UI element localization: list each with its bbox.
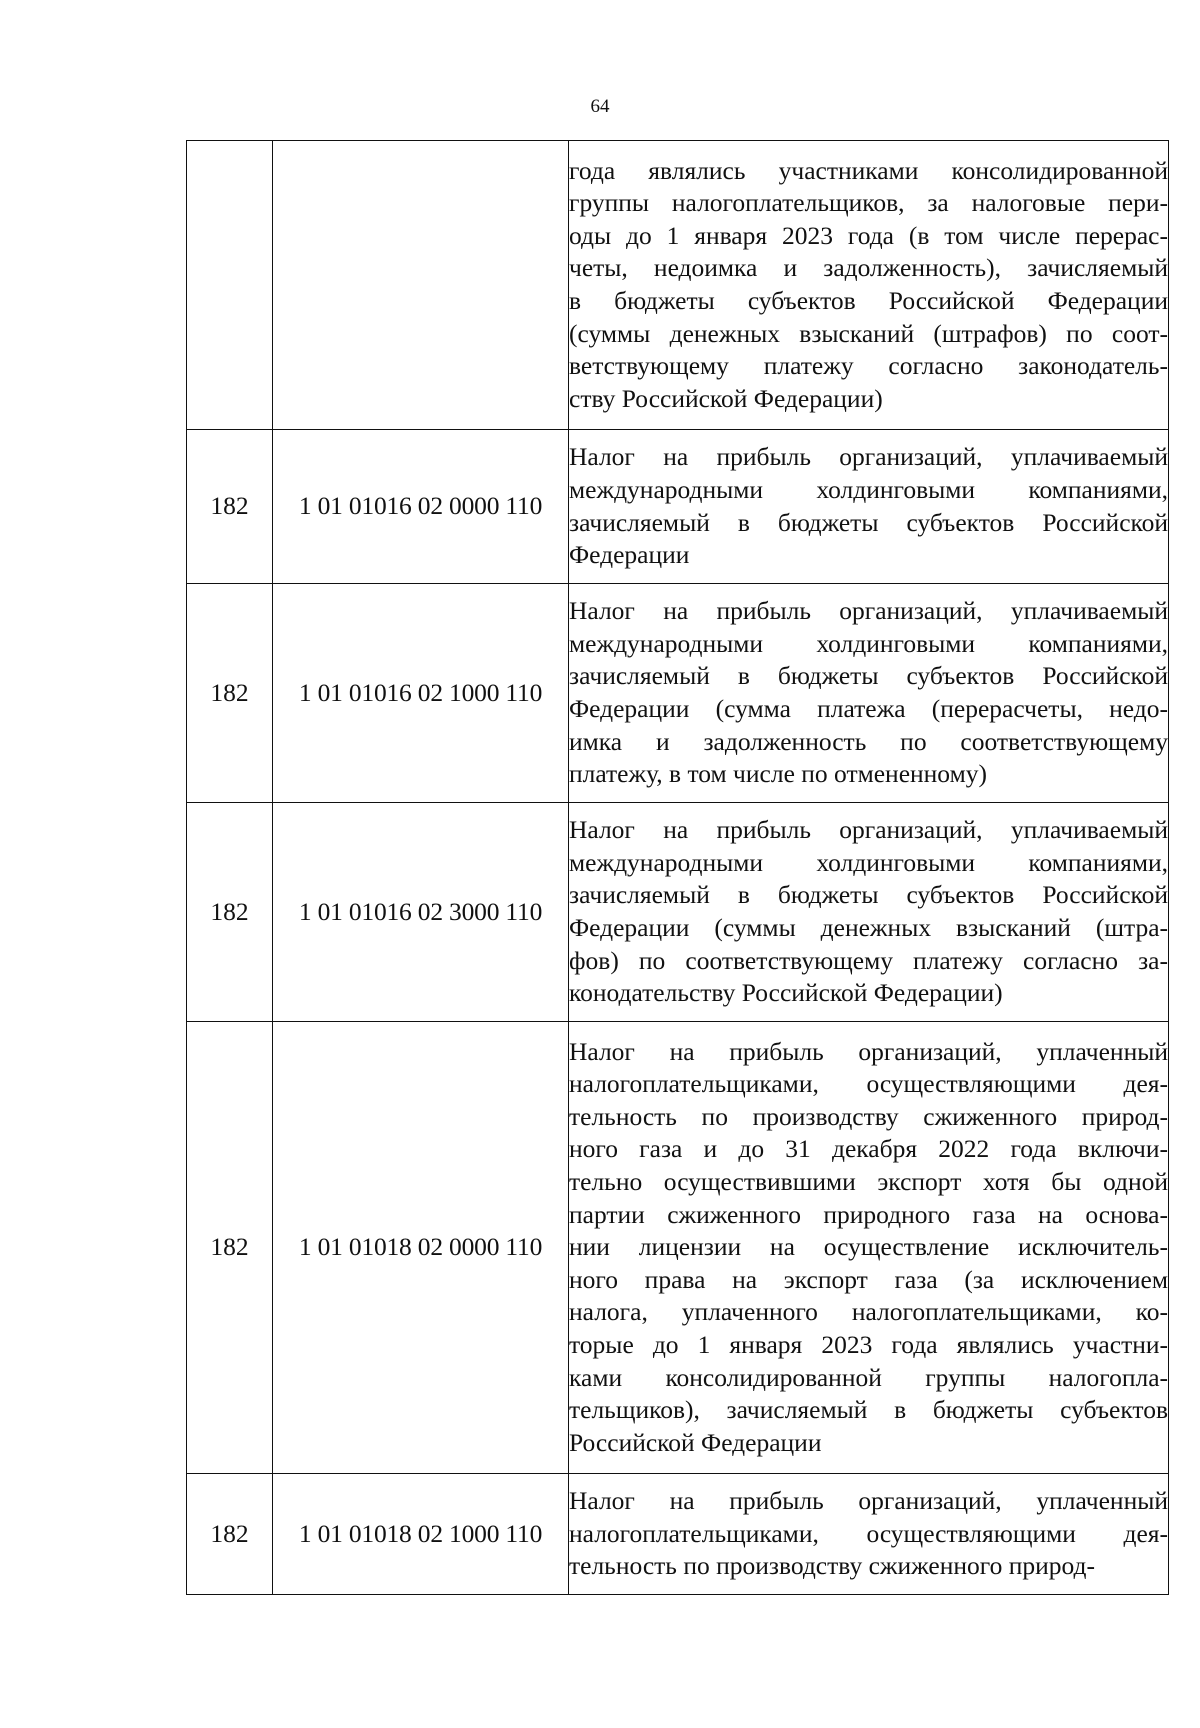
description-line: зачисляемый в бюджеты субъектов Российской [569, 507, 1168, 537]
description-line: Федерации (суммы денежных взысканий (штра- [569, 913, 1168, 942]
description-cell [569, 141, 1169, 430]
table-row [187, 141, 1169, 430]
description-line: Налог на прибыль организаций, уплачиваемый [569, 442, 1168, 472]
admin-code-cell: 182 [187, 803, 273, 1022]
table-row [187, 584, 1169, 803]
description-line: международными холдинговыми компаниями, [569, 474, 1168, 504]
description-line: налогоплательщиками, осуществляющими дея- [569, 1518, 1168, 1548]
description-line: зачисляемый в бюджеты субъектов Российской [569, 661, 1168, 691]
description-cell [569, 584, 1169, 803]
description-line: тельно осуществившими экспорт хотя бы одной [569, 1167, 1168, 1197]
description-line: зачисляемый в бюджеты субъектов Российской [569, 880, 1168, 910]
description-line: тельность по производству сжиженного природ- [569, 1101, 1168, 1131]
table-row [187, 430, 1169, 584]
description-line: в бюджеты субъектов Российской Федерации [569, 286, 1168, 315]
admin-code-cell: 182 [187, 430, 273, 584]
description-line: (суммы денежных взысканий (штрафов) по соот- [569, 318, 1168, 348]
description-line: четы, недоимка и задолженность), зачисляемый [569, 253, 1168, 283]
description-line: тельность по производству сжиженного природ- [569, 1551, 1096, 1581]
admin-code-cell: 182 [187, 1474, 273, 1595]
description-line: торые до 1 января 2023 года являлись участни- [569, 1329, 1168, 1359]
description-line: Налог на прибыль организаций, уплачиваемый [569, 596, 1168, 626]
page-number: 64 [590, 96, 610, 117]
admin-code-cell: 182 [187, 584, 273, 803]
description-line: платежу, в том числе по отмененному) [569, 759, 987, 789]
budget-classification-code-cell: 1 01 01018 02 1000 110 [273, 1474, 569, 1595]
budget-classification-code-cell: 1 01 01016 02 0000 110 [273, 430, 569, 584]
description-line: ветствующему платежу согласно законодатель- [569, 351, 1168, 381]
table-row [187, 1474, 1169, 1595]
description-line: ного газа и до 31 декабря 2022 года включи- [569, 1134, 1168, 1164]
description-line: Налог на прибыль организаций, уплаченный [569, 1486, 1168, 1516]
description-line: Федерации (сумма платежа (перерасчеты, недо- [569, 694, 1168, 723]
description-cell [569, 803, 1169, 1022]
budget-classification-code-cell [273, 141, 569, 430]
description-cell [569, 430, 1169, 584]
table-row [187, 803, 1169, 1022]
budget-classification-code-cell: 1 01 01018 02 0000 110 [273, 1022, 569, 1474]
description-line: партии сжиженного природного газа на основа- [569, 1199, 1168, 1229]
description-line: тельщиков), зачисляемый в бюджеты субъектов [569, 1395, 1168, 1425]
description-cell [569, 1474, 1169, 1595]
description-line: налога, уплаченного налогоплательщиками, ко- [569, 1297, 1168, 1327]
description-line: Налог на прибыль организаций, уплаченный [569, 1036, 1168, 1066]
description-line: конодательству Российской Федерации) [569, 978, 1003, 1008]
description-cell [569, 1022, 1169, 1474]
table-body [187, 141, 1169, 1595]
description-line: имка и задолженность по соответствующему [569, 726, 1168, 756]
description-line: Российской Федерации [569, 1427, 822, 1457]
budget-codes-table [186, 140, 1169, 1595]
budget-classification-code-cell: 1 01 01016 02 1000 110 [273, 584, 569, 803]
description-line: международными холдинговыми компаниями, [569, 628, 1168, 658]
description-line: нии лицензии на осуществление исключитель- [569, 1232, 1168, 1262]
admin-code-cell: 182 [187, 1022, 273, 1474]
admin-code-cell [187, 141, 273, 430]
description-line: группы налогоплательщиков, за налоговые пери- [569, 188, 1168, 218]
description-line: года являлись участниками консолидированной [569, 155, 1168, 185]
description-line: Налог на прибыль организаций, уплачиваемый [569, 815, 1168, 845]
description-line: ного права на экспорт газа (за исключением [569, 1264, 1168, 1294]
description-line: ству Российской Федерации) [569, 383, 883, 413]
description-line: оды до 1 января 2023 года (в том числе перерас- [569, 220, 1168, 250]
table-row [187, 1022, 1169, 1474]
description-line: международными холдинговыми компаниями, [569, 847, 1168, 877]
description-line: Федерации [569, 540, 690, 570]
budget-classification-code-cell: 1 01 01016 02 3000 110 [273, 803, 569, 1022]
description-line: фов) по соответствующему платежу согласно за- [569, 945, 1168, 975]
description-line: налогоплательщиками, осуществляющими дея- [569, 1069, 1168, 1099]
description-line: ками консолидированной группы налогопла- [569, 1362, 1168, 1392]
